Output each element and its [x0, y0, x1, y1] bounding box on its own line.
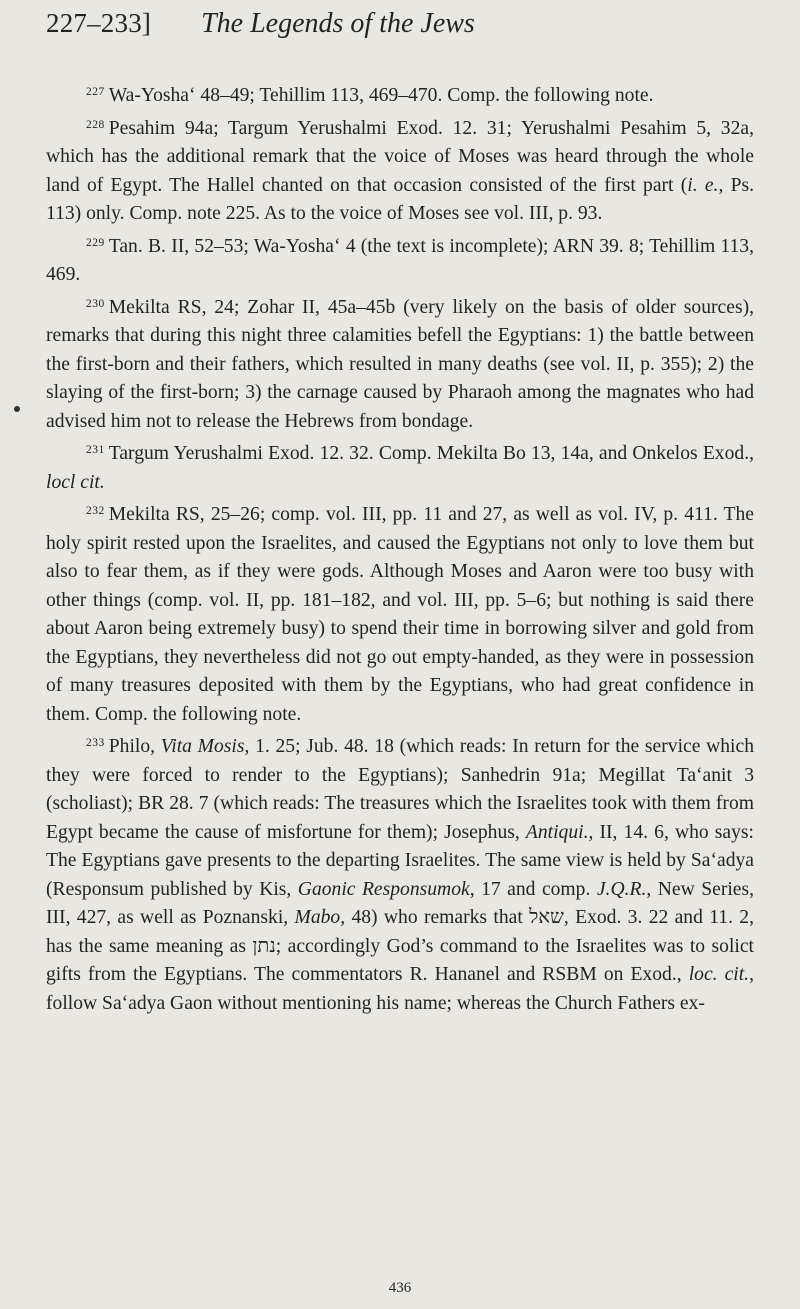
italic-citation: J.Q.R. — [596, 878, 647, 900]
footnotes — [46, 78, 754, 1018]
footnote-text: , II, 14. 6, who says: The Egyptians gave presents to the departing Israelites. The same view is held by Sa‘adya (Responsum published by Kis, — [46, 821, 754, 900]
italic-citation: Gaonic Responsumok — [297, 878, 470, 900]
footnote-text: , 48) who remarks that שאל, Exod. 3. 22 and 11. 2, has the same meaning as נתן; accordingly God’s command to the Israelites was to solict gifts from the Egyptians. The commentators R. Hananel and RSBM on Exod., — [46, 907, 755, 985]
footnote — [46, 729, 754, 1018]
footnote-text: Targum Yerushalmi Exod. 12. 32. Comp. Mekilta Bo 13, 14a, and Onkelos Exod., — [108, 443, 754, 464]
footnote-text: Tan. B. II, 52–53; Wa-Yosha‘ 4 (the text is incomplete); ARN 39. 8; Tehillim 113, 469. — [46, 235, 754, 285]
note-range: 227–233] — [46, 8, 152, 38]
footnote-number: 233 — [86, 737, 105, 749]
running-head — [46, 8, 754, 46]
margin-dot — [14, 406, 20, 412]
italic-citation: Antiqui. — [525, 821, 589, 843]
footnote-text: Wa-Yosha‘ 48–49; Tehillim 113, 469–470. Comp. the following note. — [108, 85, 654, 106]
italic-citation: loc. cit. — [688, 964, 750, 985]
footnote-text: , New Series, III, 427, as well as Poznanski, — [46, 878, 755, 928]
footnote-text: , 17 and comp. — [469, 878, 597, 900]
footnote-text: Pesahim 94a; Targum Yerushalmi Exod. 12. 31; Yerushalmi Pesahim 5, 32a, which has the additional remark that the voice of Moses was heard through the whole land of Egypt. The Hallel chanted on that occasion consisted of the first part ( — [46, 117, 754, 196]
page-number: 436 — [388, 1280, 412, 1296]
footnote — [46, 290, 754, 437]
footnote-text: , 1. 25; Jub. 48. 18 (which reads: In return for the service which they were forced to render to the Egyptians); Sanhedrin 91a; Megillat Ta‘anit 3 (scholiast); BR 28. 7 (which reads: The treasures which the Israelites took with them from Egypt became the cause of misfortune for them); Josephus, — [46, 736, 754, 843]
footnote-text: , Ps. 113) only. Comp. note 225. As to the voice of Moses see vol. III, p. 93. — [46, 174, 755, 224]
book-title: The Legends of the Jews — [201, 8, 475, 39]
footnote-number: 232 — [86, 505, 105, 517]
footnote-text: Philo, — [108, 736, 161, 757]
footnote-number: 230 — [86, 297, 105, 310]
italic-citation: Mabo — [294, 907, 341, 928]
footnote — [46, 78, 754, 111]
footnote — [46, 111, 754, 229]
footnote — [46, 436, 754, 497]
footnote-text: Mekilta RS, 25–26; comp. vol. III, pp. 11 and 27, as well as vol. IV, p. 411. The holy spirit rested upon the Israelites, and caused the Egyptians not only to love them but also to fear them, as if they were gods. Although Moses and Aaron were too busy with other things (comp. vol. II, pp. 181–182, and vol. III, pp. 5–6; but nothing is said there about Aaron being extremely busy) to spend their time in borrowing silver and gold from the Egyptians, they nevertheless did not go out empty-handed, as they were in possession of many treasures deposited with them by the Egyptians, who had great confidence in them. Comp. the following note. — [46, 504, 754, 725]
italic-citation: i. e. — [687, 174, 719, 196]
footnote-number: 229 — [86, 236, 105, 249]
italic-citation: Vita Mosis — [160, 736, 245, 757]
footnote-text: , follow Sa‘adya Gaon without mentioning his name; whereas the Church Fathers ex- — [46, 964, 754, 1014]
footnote-text: Mekilta RS, 24; Zohar II, 45a–45b (very likely on the basis of older sources), remarks that during this night three calamities befell the Egyptians: 1) the battle between the first-born and their fathers, which resulted in many deaths (see vol. II, p. 355); 2) the slaying of the first-born; 3) the carnage caused by Pharaoh among the magnates who had advised him not to release the Hebrews from bondage. — [46, 296, 754, 432]
footnote — [46, 229, 754, 290]
footnote-number: 227 — [86, 86, 105, 98]
footnote — [46, 497, 754, 729]
italic-citation: locl cit. — [46, 471, 105, 493]
footnote-number: 228 — [86, 118, 105, 131]
footnote-number: 231 — [86, 444, 105, 456]
